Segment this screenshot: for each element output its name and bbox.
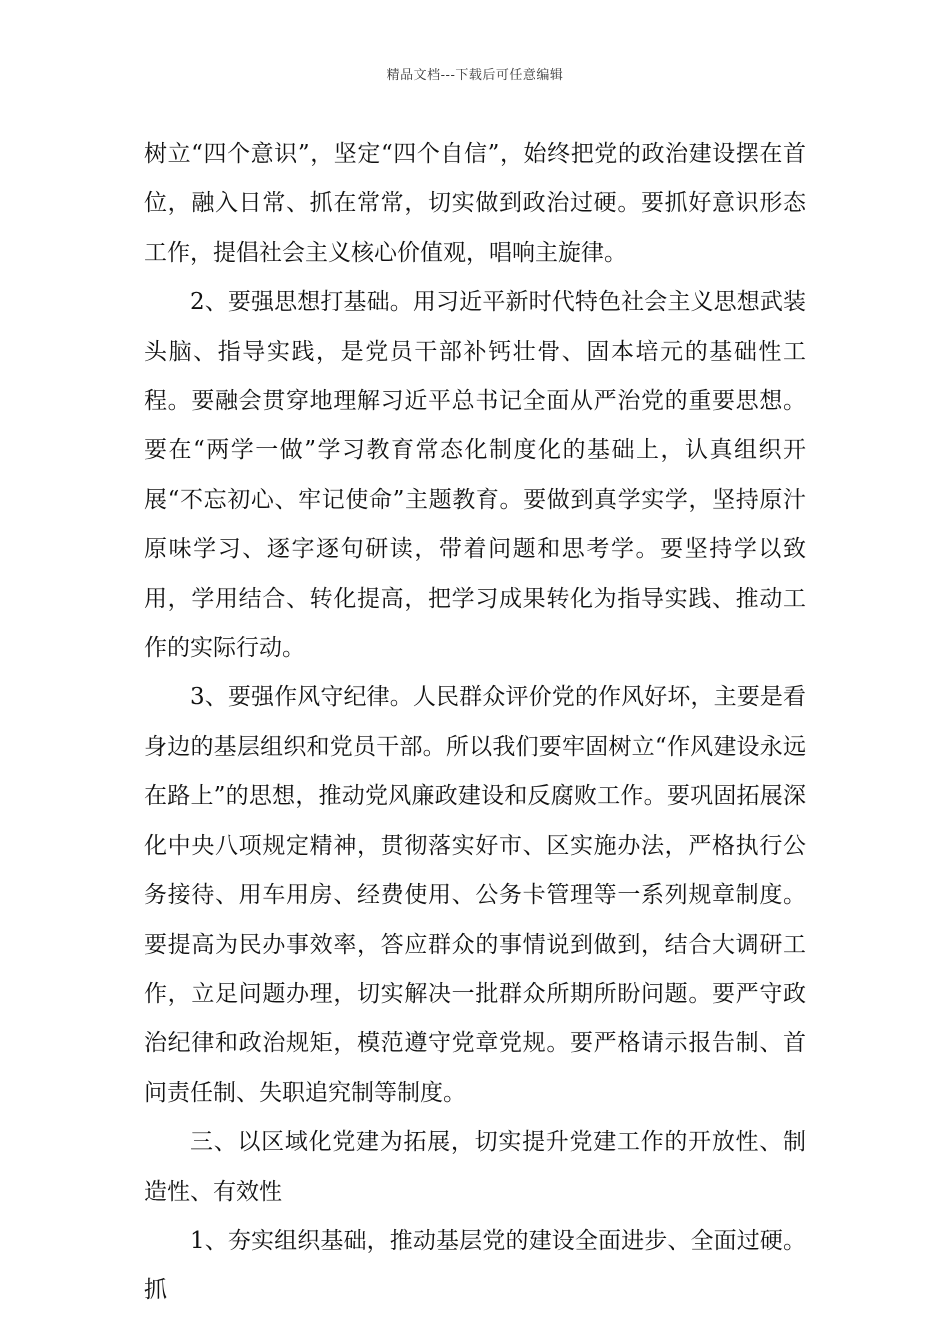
paragraph-1: 树立“四个意识”，坚定“四个自信”，始终把党的政治建设摆在首位，融入日常、抓在常常，切实做到政治过硬。要抓好意识形态工作，提倡社会主义核心价值观，唱响主旋律。 <box>144 141 806 266</box>
section-heading-3: 三、以区域化党建为拓展，切实提升党建工作的开放性、制造性、有效性 <box>144 1129 806 1205</box>
document-body <box>144 130 806 1316</box>
paragraph-3: 3、要强作风守纪律。人民群众评价党的作风好坏，主要是看身边的基层组织和党员干部。所以我们要牢固树立“作风建设永远在路上”的思想，推动党风廉政建设和反腐败工作。要巩固拓展深化中央八项规定精神，贯彻落实好市、区实施办法，严格执行公务接待、用车用房、经费使用、公务卡管理等一系列规章制度。要提高为民办事效率，答应群众的事情说到做到，结合大调研工作，立足问题办理，切实解决一批群众所期所盼问题。要严守政治纪律和政治规矩，模范遵守党章党规。要严格请示报告制、首问责任制、失职追究制等制度。 <box>144 684 806 1106</box>
page-header: 精品文档---下载后可任意编辑 <box>386 68 564 83</box>
paragraph-4: 1、夯实组织基础，推动基层党的建设全面进步、全面过硬。抓 <box>144 1227 806 1304</box>
paragraph-2: 2、要强思想打基础。用习近平新时代特色社会主义思想武装头脑、指导实践，是党员干部补钙壮骨、固本培元的基础性工程。要融会贯穿地理解习近平总书记全面从严治党的重要思想。要在“两学一做”学习教育常态化制度化的基础上，认真组织开展“不忘初心、牢记使命”主题教育。要做到真学实学，坚持原汁原味学习、逐字逐句研读，带着问题和思考学。要坚持学以致用，学用结合、转化提高，把学习成果转化为指导实践、推动工作的实际行动。 <box>144 289 806 662</box>
